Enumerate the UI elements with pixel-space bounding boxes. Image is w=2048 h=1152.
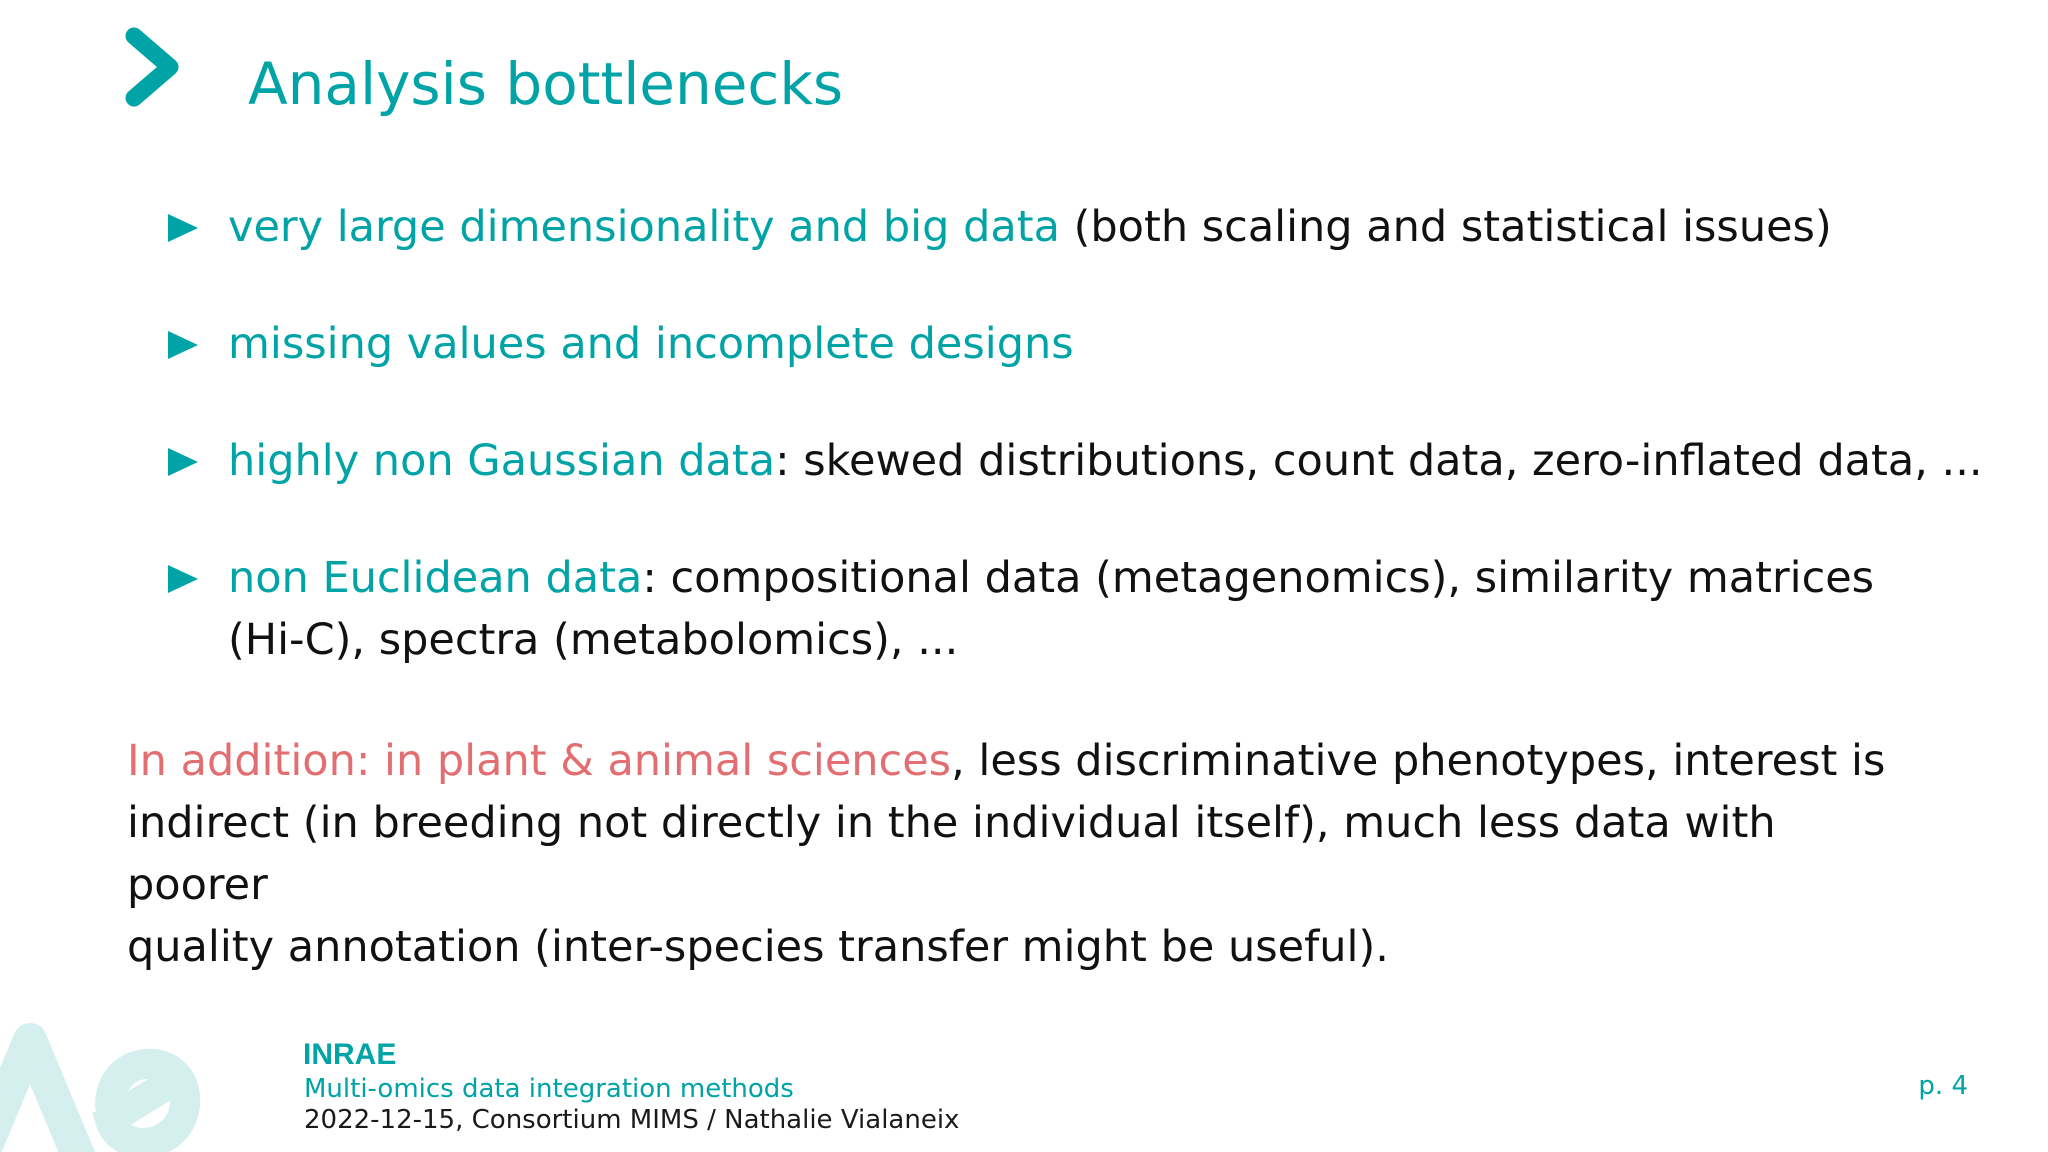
addition-paragraph (127, 730, 1927, 978)
footer-meta: 2022-12-15, Consortium MIMS / Nathalie Vialaneix (304, 1105, 960, 1135)
bullet-text: skewed distributions, count data, zero-inflated data, ... (803, 436, 1983, 486)
bullet-item (160, 430, 1983, 492)
bullet-text: (both scaling and statistical issues) (1073, 202, 1832, 252)
addition-line1: , less discriminative phenotypes, interest is (951, 736, 1886, 786)
triangle-right-icon (168, 448, 198, 476)
bullet-list (160, 196, 1983, 726)
triangle-right-icon (168, 565, 198, 593)
bullet-text-line2: (Hi-C), spectra (metabolomics), ... (228, 615, 959, 665)
inrae-watermark-logo (0, 1010, 200, 1152)
inrae-logo-text: INRAE (303, 1038, 397, 1070)
bullet-highlight: very large dimensionality and big data (228, 202, 1060, 252)
bullet-separator (1060, 202, 1074, 252)
bullet-separator: : (775, 436, 804, 486)
bullet-item (160, 196, 1980, 258)
addition-line3: quality annotation (inter-species transfer might be useful). (127, 922, 1389, 972)
slide-title: Analysis bottlenecks (248, 50, 844, 118)
bullet-separator: : (642, 553, 671, 603)
bullet-highlight: non Euclidean data (228, 553, 643, 603)
bullet-highlight: missing values and incomplete designs (228, 319, 1074, 369)
bullet-item (160, 313, 1980, 375)
addition-highlight: In addition: in plant & animal sciences (127, 736, 952, 786)
inrae-logo (303, 1036, 403, 1070)
bullet-text: compositional data (metagenomics), similarity matrices (670, 553, 1875, 603)
bullet-item (160, 547, 1980, 671)
chevron-right-icon (124, 26, 184, 108)
footer-talk-title: Multi-omics data integration methods (304, 1074, 794, 1104)
triangle-right-icon (168, 214, 198, 242)
triangle-right-icon (168, 331, 198, 359)
addition-line2: indirect (in breeding not directly in the individual itself), much less data with poorer (127, 798, 1776, 910)
page-number: p. 4 (1918, 1071, 1968, 1101)
bullet-highlight: highly non Gaussian data (228, 436, 776, 486)
